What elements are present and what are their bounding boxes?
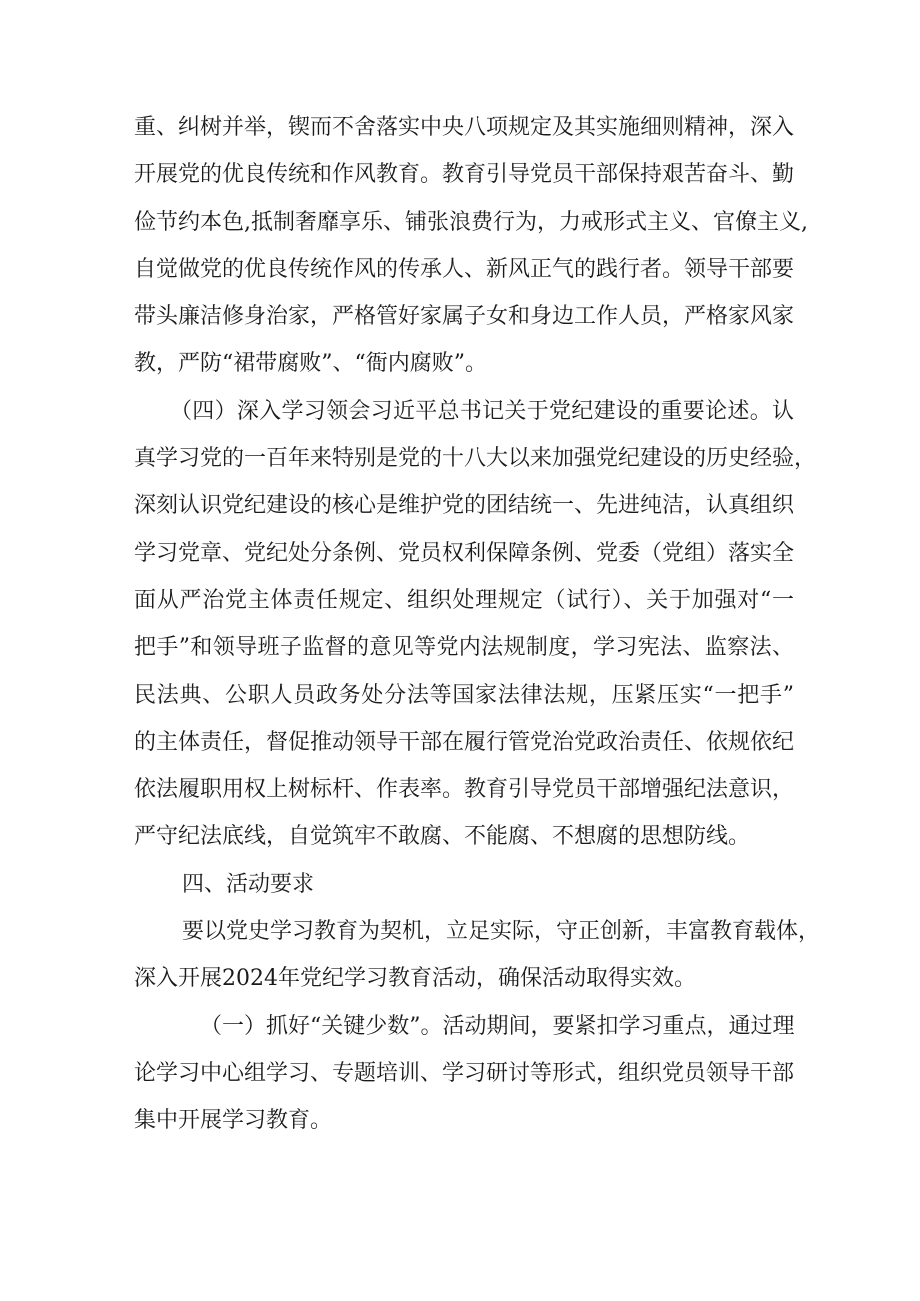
text-line: 学习党章、党纪处分条例、党员权利保障条例、党委（党组）落实全 (134, 540, 795, 566)
text-line: 民法典、公职人员政务处分法等国家法律法规，压紧压实“一把手” (134, 682, 794, 708)
document-body (134, 104, 821, 1145)
text-line: 要以党史学习教育为契机，立足实际，守正创新，丰富教育载体， (182, 919, 821, 945)
text-line: 深入开展2024年党纪学习教育活动，确保活动取得实效。 (134, 966, 696, 992)
text-line: 把手”和领导班子监督的意见等党内法规制度，学习宪法、监察法、 (134, 635, 794, 661)
text-line: 真学习党的一百年来特别是党的十八大以来加强党纪建设的历史经验， (134, 446, 817, 472)
text-line: 集中开展学习教育。 (134, 1108, 333, 1134)
text-line: 依法履职用权上树标杆、作表率。教育引导党员干部增强纪法意识， (134, 777, 795, 803)
text-line: 教，严防“裙带腐败”、“衙内腐败”。 (134, 351, 487, 377)
text-line: 的主体责任，督促推动领导干部在履行管党治党政治责任、依规依纪 (134, 729, 795, 755)
text-line: 论学习中心组学习、专题培训、学习研讨等形式，组织党员领导干部 (134, 1060, 795, 1086)
text-line: 俭节约本色,抵制奢靡享乐、铺张浪费行为，力戒形式主义、官僚主义, (134, 209, 808, 235)
text-line: 严守纪法底线，自觉筑牢不敢腐、不能腐、不想腐的思想防线。 (134, 824, 751, 850)
section-heading-line: （四）深入学习领会习近平总书记关于党纪建设的重要论述。认 (170, 398, 794, 424)
section-heading: 四、活动要求 (182, 871, 315, 897)
text-line: 面从严治党主体责任规定、组织处理规定（试行）、关于加强对“一 (134, 587, 794, 613)
text-line: 自觉做党的优良传统作风的传承人、新风正气的践行者。领导干部要 (134, 256, 795, 282)
text-line: 重、纠树并举，锲而不舍落实中央八项规定及其实施细则精神，深入 (134, 115, 795, 140)
text-line: 开展党的优良传统和作风教育。教育引导党员干部保持艰苦奋斗、勤 (134, 162, 795, 188)
subsection-heading-line: （一）抓好“关键少数”。活动期间，要紧扣学习重点，通过理 (200, 1013, 795, 1039)
text-line: 带头廉洁修身治家，严格管好家属子女和身边工作人员，严格家风家 (134, 304, 795, 330)
text-line: 深刻认识党纪建设的核心是维护党的团结统一、先进纯洁，认真组织 (134, 493, 795, 519)
